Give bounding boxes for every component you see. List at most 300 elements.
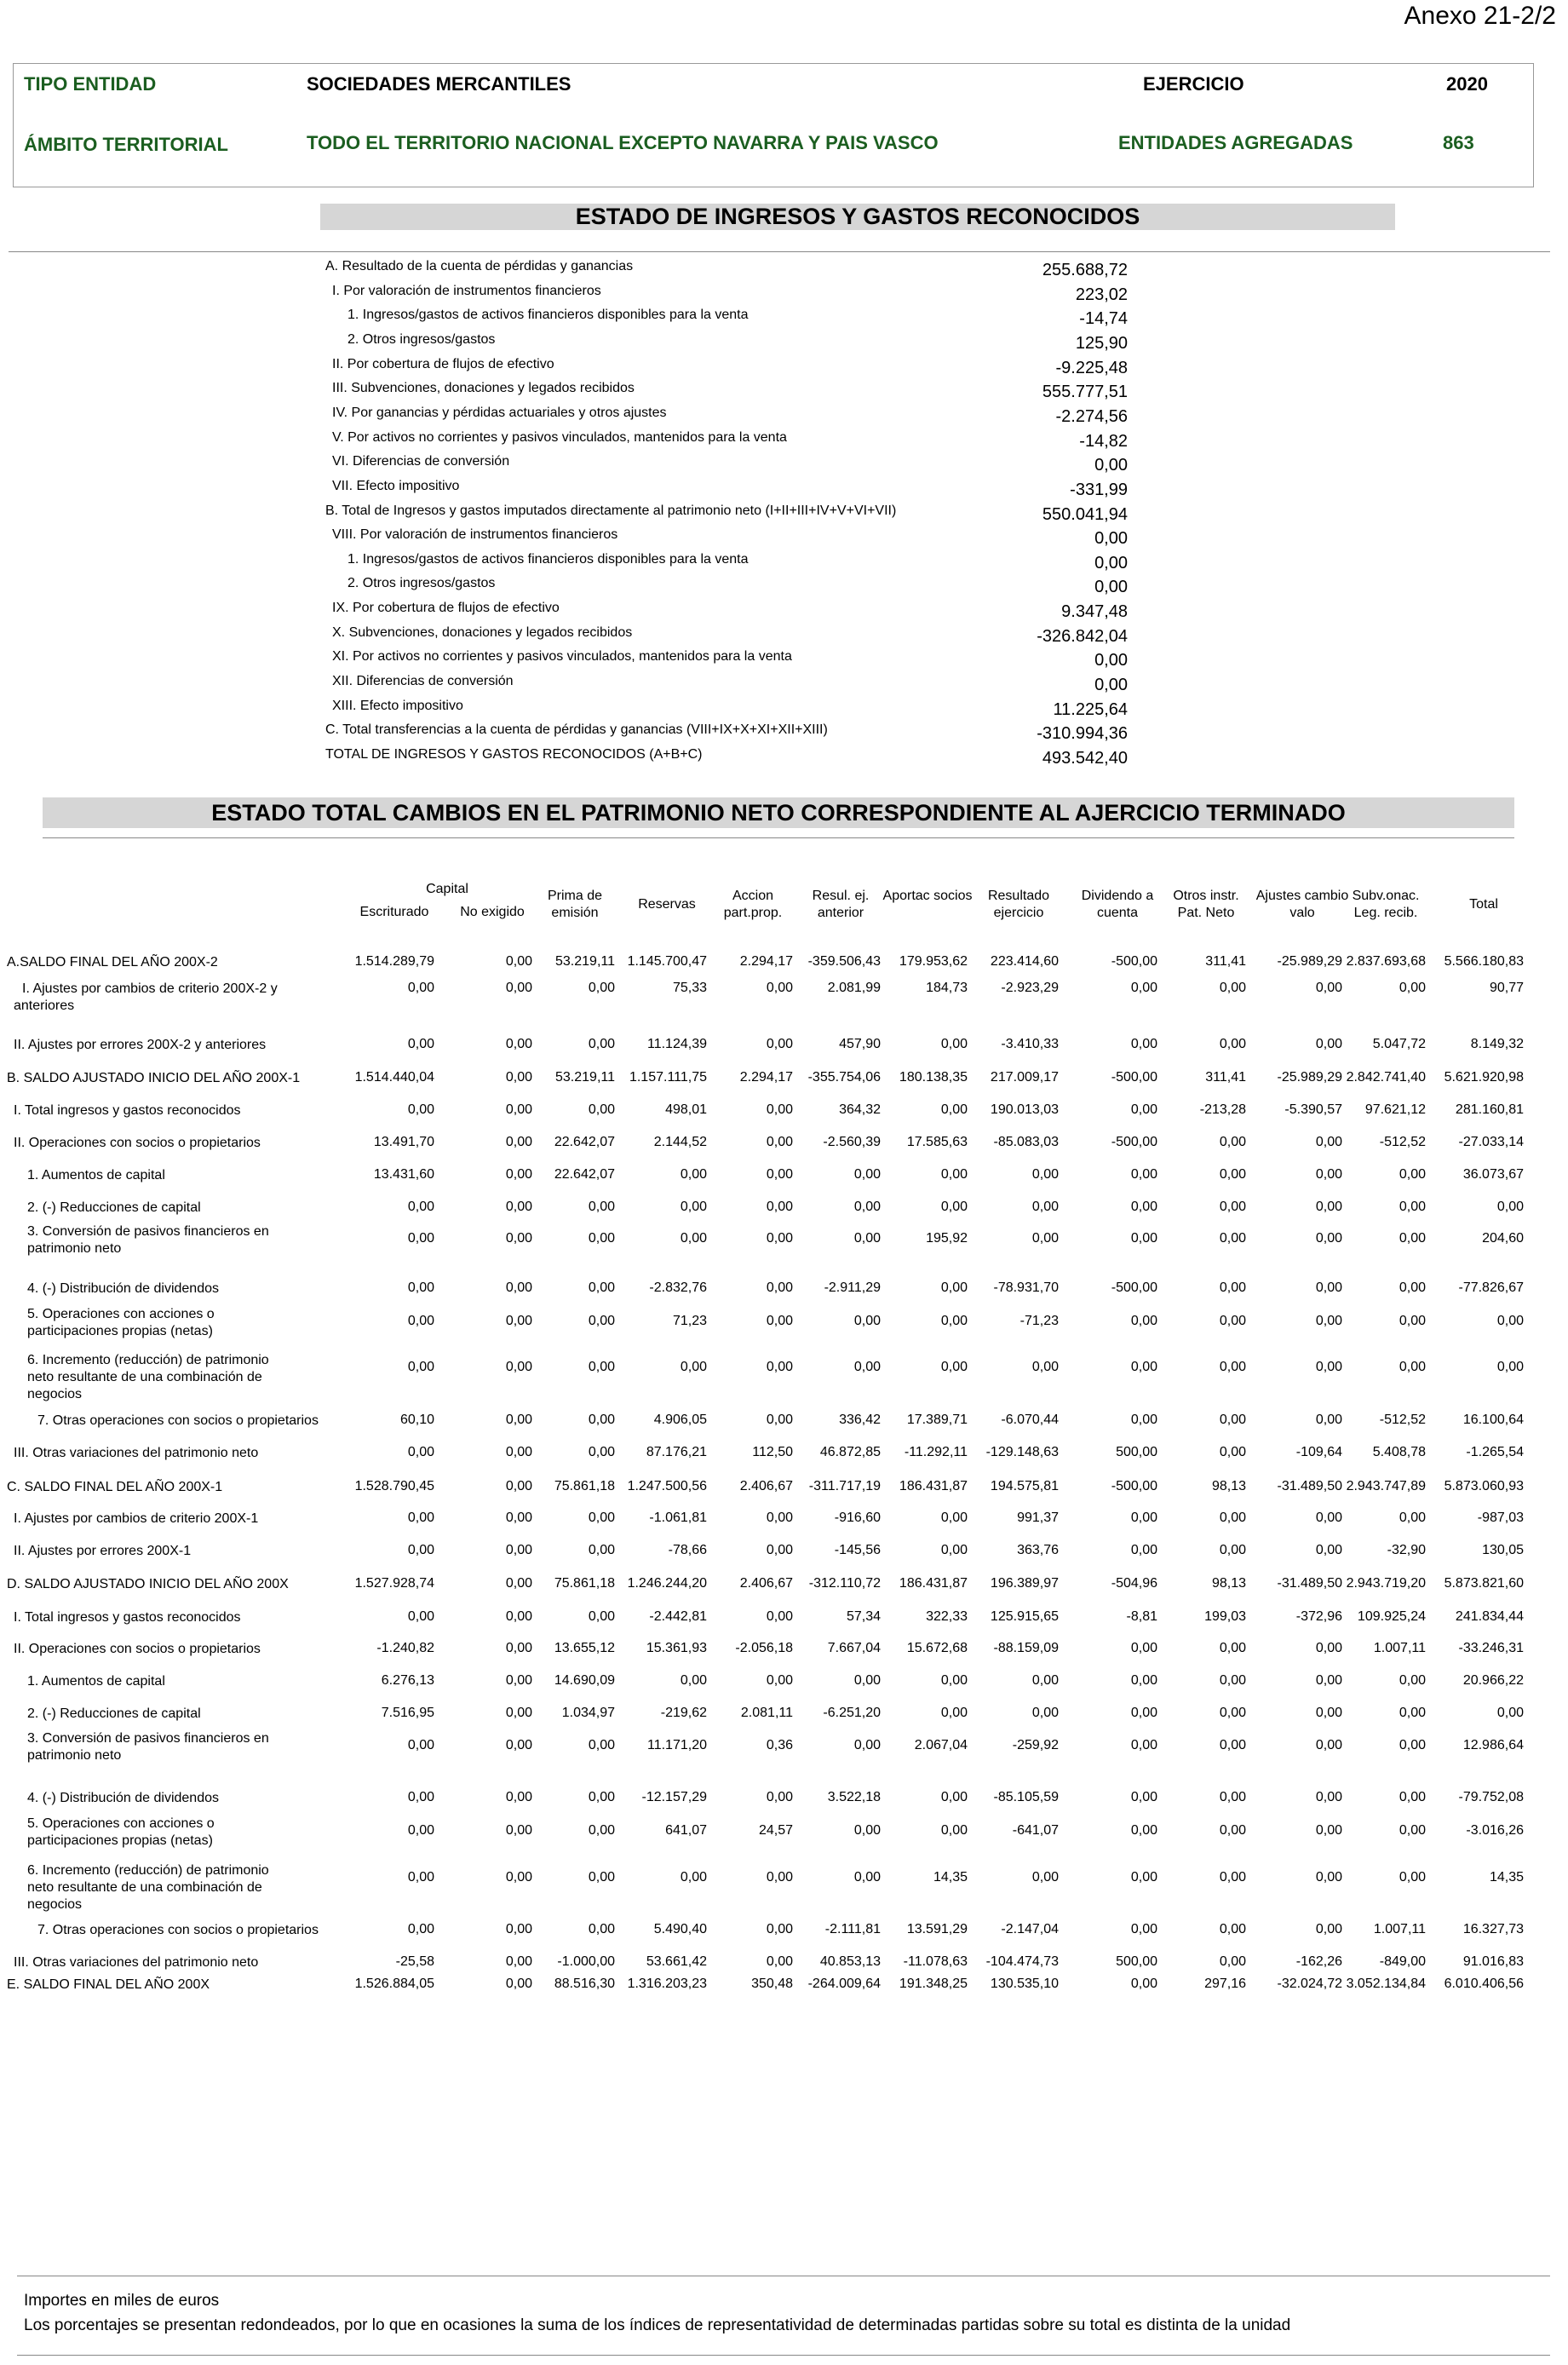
ingresos-row-value: 255.688,72: [1042, 261, 1128, 279]
ejercicio-label: EJERCICIO: [1143, 73, 1244, 95]
patrimonio-cell: 0,00: [766, 1280, 793, 1295]
ingresos-row-label: I. Por valoración de instrumentos financieros: [332, 283, 601, 298]
patrimonio-cell: -355.754,06: [807, 1070, 881, 1085]
patrimonio-cell: 0,00: [588, 981, 615, 995]
patrimonio-cell: 0,00: [407, 1790, 434, 1804]
ingresos-row-label: III. Subvenciones, donaciones y legados recibidos: [332, 381, 635, 396]
patrimonio-cell: 0,00: [1219, 1445, 1246, 1459]
patrimonio-cell: 2.144,52: [653, 1135, 707, 1149]
patrimonio-cell: 186.431,87: [899, 1479, 968, 1493]
patrimonio-cell: 2.406,67: [739, 1479, 793, 1493]
patrimonio-cell: 0,00: [1219, 981, 1246, 995]
patrimonio-cell: 0,00: [505, 1445, 532, 1459]
patrimonio-cell: 5.047,72: [1372, 1037, 1426, 1051]
patrimonio-cell: 53.661,42: [646, 1954, 707, 1969]
patrimonio-cell: 0,00: [1130, 1360, 1157, 1374]
patrimonio-cell: 0,00: [1130, 1977, 1157, 1991]
patrimonio-cell: 0,00: [1130, 1314, 1157, 1328]
patrimonio-cell: 0,00: [766, 1231, 793, 1246]
patrimonio-cell: 22.642,07: [554, 1135, 615, 1149]
patrimonio-cell: 0,00: [766, 1135, 793, 1149]
patrimonio-cell: 1.145.700,47: [627, 954, 707, 969]
patrimonio-cell: 0,00: [505, 1673, 532, 1688]
patrimonio-cell: 186.431,87: [899, 1576, 968, 1591]
ingresos-row-label: IX. Por cobertura de flujos de efectivo: [332, 601, 560, 616]
patrimonio-row-label: II. Ajustes por errores 200X-1: [14, 1544, 192, 1558]
patrimonio-cell: 0,00: [588, 1360, 615, 1374]
patrimonio-cell: -88.159,09: [993, 1641, 1059, 1655]
patrimonio-cell: 0,00: [407, 1445, 434, 1459]
patrimonio-cell: 0,00: [1399, 1823, 1426, 1838]
column-header: No exigido: [460, 905, 525, 919]
patrimonio-cell: 1.007,11: [1373, 1641, 1426, 1655]
patrimonio-row-label: 6. Incremento (reducción) de patrimonio neto resultante de una combinación de negocios: [27, 1863, 269, 1912]
patrimonio-cell: 0,00: [1130, 1231, 1157, 1246]
patrimonio-cell: -500,00: [1111, 1280, 1157, 1295]
ingresos-row-value: 0,00: [1094, 676, 1128, 695]
patrimonio-cell: -500,00: [1111, 1135, 1157, 1149]
patrimonio-cell: 2.081,11: [740, 1706, 793, 1720]
patrimonio-cell: 0,00: [1219, 1360, 1246, 1374]
column-header: Dividendo a cuenta: [1081, 889, 1154, 920]
patrimonio-cell: 0,00: [766, 1360, 793, 1374]
ingresos-row-label: B. Total de Ingresos y gastos imputados directamente al patrimonio neto (I+II+III+IV+V+VI+VII): [325, 503, 897, 518]
patrimonio-cell: 0,00: [505, 981, 532, 995]
column-header: Resultado ejercicio: [987, 889, 1050, 920]
patrimonio-cell: 0,00: [588, 1280, 615, 1295]
patrimonio-cell: -33.246,31: [1458, 1641, 1524, 1655]
patrimonio-cell: 0,00: [680, 1360, 707, 1374]
footer-units-note: Importes en miles de euros: [24, 2292, 220, 2310]
patrimonio-cell: 0,00: [1219, 1413, 1246, 1427]
column-header: Ajustes cambio valo: [1255, 889, 1349, 920]
patrimonio-cell: -6.251,20: [823, 1706, 881, 1720]
patrimonio-cell: 0,00: [1315, 1135, 1342, 1149]
patrimonio-cell: 5.873.060,93: [1444, 1479, 1524, 1493]
patrimonio-cell: 0,00: [1219, 1870, 1246, 1885]
patrimonio-cell: 0,00: [1219, 1280, 1246, 1295]
patrimonio-cell: 0,00: [766, 1790, 793, 1804]
patrimonio-cell: 0,00: [1130, 1738, 1157, 1752]
patrimonio-cell: 0,00: [1315, 1543, 1342, 1557]
ingresos-row-label: XIII. Efecto impositivo: [332, 698, 463, 713]
patrimonio-cell: 0,00: [407, 1037, 434, 1051]
patrimonio-cell: -512,52: [1379, 1413, 1426, 1427]
patrimonio-cell: -11.292,11: [904, 1445, 968, 1459]
patrimonio-row-label: 3. Conversión de pasivos financieros en patrimonio neto: [27, 1731, 269, 1763]
patrimonio-cell: -85.105,59: [993, 1790, 1059, 1804]
patrimonio-cell: -500,00: [1111, 1479, 1157, 1493]
patrimonio-cell: 180.138,35: [899, 1070, 968, 1085]
ingresos-row: [0, 625, 1568, 649]
footer-bottom-rule: [17, 2355, 1550, 2356]
patrimonio-cell: 7.667,04: [827, 1641, 881, 1655]
annex-label: Anexo 21-2/2: [1404, 2, 1556, 30]
patrimonio-row-label: 1. Aumentos de capital: [27, 1674, 165, 1689]
ingresos-row: [0, 552, 1568, 576]
patrimonio-cell: 75,33: [672, 981, 707, 995]
patrimonio-cell: 0,00: [407, 981, 434, 995]
entidades-label: ENTIDADES AGREGADAS: [1118, 132, 1353, 153]
patrimonio-cell: -32.024,72: [1277, 1977, 1342, 1991]
patrimonio-cell: -1.240,82: [376, 1641, 434, 1655]
patrimonio-cell: 16.100,64: [1462, 1413, 1524, 1427]
patrimonio-cell: 20.966,22: [1462, 1673, 1524, 1688]
patrimonio-cell: 0,00: [853, 1200, 881, 1214]
patrimonio-cell: 125.915,65: [990, 1609, 1059, 1624]
patrimonio-cell: 350,48: [751, 1977, 793, 1991]
ingresos-row: [0, 454, 1568, 478]
patrimonio-row-label: 7. Otras operaciones con socios o propietarios: [37, 1413, 319, 1428]
patrimonio-cell: 0,00: [1130, 1102, 1157, 1117]
patrimonio-cell: 0,00: [505, 1314, 532, 1328]
patrimonio-cell: 0,00: [766, 1673, 793, 1688]
patrimonio-cell: 0,00: [1315, 1314, 1342, 1328]
patrimonio-cell: 0,00: [505, 1479, 532, 1493]
patrimonio-cell: 75.861,18: [554, 1479, 615, 1493]
patrimonio-cell: 179.953,62: [899, 954, 968, 969]
patrimonio-cell: 0,00: [940, 1280, 968, 1295]
patrimonio-cell: 0,00: [1315, 1360, 1342, 1374]
patrimonio-cell: 0,00: [940, 1360, 968, 1374]
patrimonio-cell: 0,00: [407, 1609, 434, 1624]
patrimonio-cell: 91.016,83: [1462, 1954, 1524, 1969]
patrimonio-row-label: 6. Incremento (reducción) de patrimonio neto resultante de una combinación de negocios: [27, 1353, 269, 1401]
patrimonio-cell: 0,00: [1130, 1413, 1157, 1427]
patrimonio-row-label: I. Ajustes por cambios de criterio 200X-1: [14, 1511, 259, 1526]
ingresos-row: [0, 747, 1568, 771]
patrimonio-cell: 0,00: [1219, 1135, 1246, 1149]
patrimonio-cell: 0,00: [940, 1314, 968, 1328]
ingresos-row-value: -14,74: [1079, 309, 1128, 329]
patrimonio-cell: 0,00: [505, 1510, 532, 1525]
ingresos-row: [0, 674, 1568, 698]
patrimonio-cell: 57,34: [846, 1609, 881, 1624]
patrimonio-cell: 0,00: [1031, 1231, 1059, 1246]
patrimonio-cell: 0,00: [1219, 1231, 1246, 1246]
patrimonio-title: ESTADO TOTAL CAMBIOS EN EL PATRIMONIO NETO CORRESPONDIENTE AL AJERCICIO TERMINADO: [43, 797, 1514, 828]
patrimonio-cell: 0,00: [853, 1823, 881, 1838]
patrimonio-cell: 0,00: [1399, 981, 1426, 995]
ingresos-row: [0, 649, 1568, 673]
patrimonio-cell: 0,00: [1130, 1543, 1157, 1557]
patrimonio-cell: -264.009,64: [807, 1977, 881, 1991]
patrimonio-cell: 0,00: [1219, 1738, 1246, 1752]
patrimonio-cell: -2.560,39: [823, 1135, 881, 1149]
patrimonio-cell: 0,00: [1031, 1870, 1059, 1885]
column-header: Prima de emisión: [547, 889, 603, 920]
patrimonio-cell: 0,00: [588, 1413, 615, 1427]
patrimonio-cell: 0,00: [588, 1445, 615, 1459]
patrimonio-cell: 0,00: [766, 1037, 793, 1051]
patrimonio-cell: 0,00: [1315, 1200, 1342, 1214]
patrimonio-cell: -359.506,43: [807, 954, 881, 969]
patrimonio-cell: -2.056,18: [735, 1641, 793, 1655]
ingresos-row-label: XI. Por activos no corrientes y pasivos vinculados, mantenidos para la venta: [332, 649, 792, 665]
patrimonio-cell: 0,00: [1315, 981, 1342, 995]
patrimonio-cell: 0,00: [1315, 1037, 1342, 1051]
patrimonio-cell: 0,00: [766, 1314, 793, 1328]
patrimonio-cell: 0,00: [1496, 1706, 1524, 1720]
patrimonio-row-label: 2. (-) Reducciones de capital: [27, 1200, 201, 1215]
ingresos-title: ESTADO DE INGRESOS Y GASTOS RECONOCIDOS: [320, 204, 1395, 230]
ingresos-row: [0, 332, 1568, 356]
patrimonio-cell: 0,00: [407, 1314, 434, 1328]
patrimonio-cell: 0,00: [853, 1314, 881, 1328]
column-header: Escriturado: [359, 905, 429, 919]
patrimonio-cell: 0,00: [940, 1200, 968, 1214]
ingresos-row: [0, 722, 1568, 746]
patrimonio-cell: 0,00: [505, 1102, 532, 1117]
patrimonio-cell: -1.000,00: [557, 1954, 615, 1969]
ingresos-row-label: X. Subvenciones, donaciones y legados recibidos: [332, 624, 633, 640]
patrimonio-cell: -104.474,73: [985, 1954, 1059, 1969]
patrimonio-cell: 0,00: [505, 1070, 532, 1085]
patrimonio-cell: 0,00: [940, 1510, 968, 1525]
patrimonio-cell: -312.110,72: [808, 1576, 881, 1591]
patrimonio-cell: 11.171,20: [647, 1738, 707, 1752]
patrimonio-cell: -500,00: [1111, 954, 1157, 969]
patrimonio-cell: 0,00: [1219, 1673, 1246, 1688]
patrimonio-cell: 0,00: [853, 1167, 881, 1182]
patrimonio-cell: 199,03: [1204, 1609, 1246, 1624]
patrimonio-cell: 0,00: [407, 1200, 434, 1214]
patrimonio-cell: 322,33: [926, 1609, 968, 1624]
patrimonio-cell: 0,00: [588, 1790, 615, 1804]
patrimonio-cell: 0,00: [407, 1870, 434, 1885]
patrimonio-cell: -2.911,29: [824, 1280, 881, 1295]
ingresos-row-label: IV. Por ganancias y pérdidas actuariales y otros ajustes: [332, 405, 667, 420]
patrimonio-cell: -129.148,63: [985, 1445, 1059, 1459]
patrimonio-cell: 223.414,60: [990, 954, 1059, 969]
patrimonio-cell: 98,13: [1211, 1479, 1246, 1493]
ingresos-row-value: 223,02: [1075, 285, 1128, 304]
patrimonio-cell: 40.853,13: [819, 1954, 881, 1969]
patrimonio-cell: 16.327,73: [1462, 1922, 1524, 1936]
patrimonio-cell: 0,00: [680, 1870, 707, 1885]
patrimonio-cell: -259,92: [1012, 1738, 1059, 1752]
patrimonio-cell: 363,76: [1017, 1543, 1059, 1557]
patrimonio-cell: 500,00: [1116, 1954, 1157, 1969]
patrimonio-cell: 0,00: [505, 1922, 532, 1936]
patrimonio-cell: 1.514.440,04: [354, 1070, 434, 1085]
tipo-entidad-label: TIPO ENTIDAD: [24, 73, 157, 95]
patrimonio-cell: 5.566.180,83: [1444, 954, 1524, 969]
patrimonio-cell: 195,92: [926, 1231, 968, 1246]
patrimonio-cell: 24,57: [758, 1823, 793, 1838]
patrimonio-cell: 0,00: [1399, 1280, 1426, 1295]
patrimonio-cell: 22.642,07: [554, 1167, 615, 1182]
patrimonio-cell: 0,00: [505, 1413, 532, 1427]
patrimonio-cell: 0,00: [1219, 1167, 1246, 1182]
patrimonio-row-label: D. SALDO AJUSTADO INICIO DEL AÑO 200X: [7, 1577, 289, 1591]
patrimonio-cell: 336,42: [839, 1413, 881, 1427]
patrimonio-cell: 1.157.111,75: [629, 1070, 707, 1085]
patrimonio-cell: -2.923,29: [1001, 981, 1059, 995]
patrimonio-cell: 457,90: [839, 1037, 881, 1051]
patrimonio-cell: 17.585,63: [906, 1135, 968, 1149]
patrimonio-cell: -2.147,04: [1001, 1922, 1059, 1936]
patrimonio-cell: 191.348,25: [899, 1977, 968, 1991]
patrimonio-cell: -78,66: [668, 1543, 707, 1557]
patrimonio-cell: 1.514.289,79: [354, 954, 434, 969]
patrimonio-cell: 0,00: [1130, 1790, 1157, 1804]
ingresos-row-value: 0,00: [1094, 553, 1128, 573]
ingresos-row: [0, 381, 1568, 405]
patrimonio-cell: 130,05: [1482, 1543, 1524, 1557]
patrimonio-cell: 0,00: [1315, 1510, 1342, 1525]
ingresos-row-label: C. Total transferencias a la cuenta de pérdidas y ganancias (VIII+IX+X+XI+XII+XIII): [325, 722, 828, 738]
patrimonio-cell: 0,00: [1219, 1954, 1246, 1969]
patrimonio-cell: 53.219,11: [555, 1070, 615, 1085]
patrimonio-cell: 190.013,03: [990, 1102, 1059, 1117]
patrimonio-cell: 0,00: [505, 1870, 532, 1885]
patrimonio-cell: 0,00: [1315, 1413, 1342, 1427]
patrimonio-cell: 0,00: [1130, 1200, 1157, 1214]
patrimonio-cell: 0,00: [588, 1037, 615, 1051]
patrimonio-cell: 12.986,64: [1462, 1738, 1524, 1752]
ingresos-divider: [9, 251, 1550, 252]
patrimonio-cell: 0,00: [766, 1167, 793, 1182]
patrimonio-row-label: 2. (-) Reducciones de capital: [27, 1706, 201, 1721]
patrimonio-cell: 11.124,39: [647, 1037, 707, 1051]
ingresos-row-value: 11.225,64: [1053, 699, 1128, 719]
patrimonio-row-label: 5. Operaciones con acciones o participaciones propias (netas): [27, 1307, 215, 1338]
patrimonio-cell: 0,00: [505, 1609, 532, 1624]
patrimonio-cell: 0,00: [407, 1102, 434, 1117]
patrimonio-cell: 46.872,85: [819, 1445, 881, 1459]
patrimonio-cell: 13.591,29: [906, 1922, 968, 1936]
patrimonio-cell: 0,00: [940, 1673, 968, 1688]
patrimonio-cell: 15.672,68: [906, 1641, 968, 1655]
patrimonio-cell: 1.034,97: [561, 1706, 615, 1720]
patrimonio-cell: 196.389,97: [990, 1576, 1059, 1591]
patrimonio-cell: 0,00: [407, 1922, 434, 1936]
ingresos-row-label: VII. Efecto impositivo: [332, 478, 460, 493]
patrimonio-cell: 13.655,12: [554, 1641, 615, 1655]
patrimonio-row-label: I. Total ingresos y gastos reconocidos: [14, 1610, 241, 1625]
patrimonio-cell: 0,00: [1031, 1706, 1059, 1720]
ingresos-row-value: -331,99: [1070, 480, 1128, 499]
patrimonio-cell: -1.265,54: [1466, 1445, 1524, 1459]
patrimonio-cell: 6.010.406,56: [1444, 1977, 1524, 1991]
patrimonio-cell: 112,50: [752, 1445, 793, 1459]
column-header: Resul. ej. anterior: [812, 889, 870, 920]
patrimonio-cell: 0,00: [1315, 1167, 1342, 1182]
patrimonio-cell: 0,00: [588, 1102, 615, 1117]
patrimonio-cell: -31.489,50: [1277, 1479, 1342, 1493]
patrimonio-cell: -31.489,50: [1277, 1576, 1342, 1591]
patrimonio-cell: 5.490,40: [653, 1922, 707, 1936]
ingresos-row-label: 1. Ingresos/gastos de activos financieros disponibles para la venta: [347, 308, 749, 323]
patrimonio-cell: -311.717,19: [808, 1479, 881, 1493]
patrimonio-cell: 0,00: [1031, 1360, 1059, 1374]
patrimonio-cell: 5.408,78: [1372, 1445, 1426, 1459]
patrimonio-cell: -8,81: [1126, 1609, 1157, 1624]
patrimonio-cell: 0,00: [588, 1922, 615, 1936]
patrimonio-cell: 13.431,60: [373, 1167, 434, 1182]
patrimonio-cell: 0,00: [588, 1200, 615, 1214]
patrimonio-cell: 2.842.741,40: [1346, 1070, 1426, 1085]
patrimonio-cell: 498,01: [665, 1102, 707, 1117]
column-header: Accion part.prop.: [723, 889, 783, 920]
patrimonio-cell: 297,16: [1204, 1977, 1246, 1991]
patrimonio-cell: 0,00: [407, 1543, 434, 1557]
patrimonio-cell: 0,00: [940, 1037, 968, 1051]
patrimonio-cell: 0,00: [1219, 1790, 1246, 1804]
patrimonio-cell: 0,00: [1399, 1167, 1426, 1182]
patrimonio-row-label: I. Ajustes por cambios de criterio 200X-2 y anteriores: [14, 981, 278, 1013]
patrimonio-cell: 0,00: [505, 1200, 532, 1214]
patrimonio-cell: 0,00: [505, 1977, 532, 1991]
patrimonio-cell: -79.752,08: [1458, 1790, 1524, 1804]
ingresos-row-label: XII. Diferencias de conversión: [332, 674, 514, 689]
patrimonio-cell: 0,00: [1315, 1231, 1342, 1246]
patrimonio-cell: -2.442,81: [649, 1609, 707, 1624]
patrimonio-cell: 500,00: [1116, 1445, 1157, 1459]
patrimonio-cell: 0,00: [588, 1543, 615, 1557]
entidades-value: 863: [1443, 132, 1474, 153]
patrimonio-cell: 14,35: [1489, 1870, 1524, 1885]
ingresos-row: [0, 430, 1568, 454]
ingresos-row-label: 2. Otros ingresos/gastos: [347, 576, 496, 591]
patrimonio-cell: -6.070,44: [1001, 1413, 1059, 1427]
ingresos-row-label: 1. Ingresos/gastos de activos financieros disponibles para la venta: [347, 551, 749, 567]
patrimonio-cell: -987,03: [1477, 1510, 1524, 1525]
ingresos-row-value: -310.994,36: [1037, 724, 1128, 744]
patrimonio-cell: 2.081,99: [827, 981, 881, 995]
patrimonio-cell: 0,00: [1219, 1314, 1246, 1328]
ingresos-row-label: II. Por cobertura de flujos de efectivo: [332, 356, 554, 371]
patrimonio-cell: 641,07: [665, 1823, 707, 1838]
ingresos-row-value: 0,00: [1094, 651, 1128, 670]
patrimonio-cell: 0,00: [407, 1280, 434, 1295]
patrimonio-cell: 0,00: [766, 1609, 793, 1624]
patrimonio-cell: 0,00: [1219, 1510, 1246, 1525]
patrimonio-row-label: II. Ajustes por errores 200X-2 y anteriores: [14, 1038, 267, 1052]
patrimonio-cell: 0,00: [505, 1576, 532, 1591]
patrimonio-cell: 281.160,81: [1455, 1102, 1524, 1117]
patrimonio-row-label: III. Otras variaciones del patrimonio neto: [14, 1446, 259, 1460]
patrimonio-cell: 53.219,11: [555, 954, 615, 969]
patrimonio-cell: 4.906,05: [653, 1413, 707, 1427]
patrimonio-cell: 0,00: [1219, 1706, 1246, 1720]
patrimonio-cell: 0,00: [1130, 1037, 1157, 1051]
patrimonio-cell: 1.007,11: [1373, 1922, 1426, 1936]
patrimonio-cell: 0,00: [853, 1360, 881, 1374]
patrimonio-cell: 0,00: [407, 1360, 434, 1374]
patrimonio-cell: 0,00: [1315, 1280, 1342, 1295]
patrimonio-cell: -71,23: [1019, 1314, 1059, 1328]
patrimonio-row-label: 4. (-) Distribución de dividendos: [27, 1791, 219, 1805]
patrimonio-row-label: E. SALDO FINAL DEL AÑO 200X: [7, 1977, 210, 1992]
patrimonio-cell: 0,00: [1399, 1360, 1426, 1374]
patrimonio-cell: 2.943.747,89: [1346, 1479, 1426, 1493]
ingresos-row-label: TOTAL DE INGRESOS Y GASTOS RECONOCIDOS (A+B+C): [325, 747, 703, 762]
patrimonio-divider: [43, 837, 1514, 838]
ambito-label: ÁMBITO TERRITORIAL: [24, 134, 228, 155]
patrimonio-cell: 0,00: [1399, 1870, 1426, 1885]
patrimonio-cell: 2.294,17: [739, 954, 793, 969]
patrimonio-cell: -11.078,63: [903, 1954, 968, 1969]
ingresos-row-value: 550.041,94: [1042, 504, 1128, 524]
patrimonio-cell: 0,00: [588, 1231, 615, 1246]
patrimonio-cell: -162,26: [1295, 1954, 1342, 1969]
patrimonio-cell: 36.073,67: [1462, 1167, 1524, 1182]
patrimonio-cell: -219,62: [660, 1706, 707, 1720]
ingresos-row-value: 0,00: [1094, 529, 1128, 549]
patrimonio-cell: 0,00: [1315, 1870, 1342, 1885]
